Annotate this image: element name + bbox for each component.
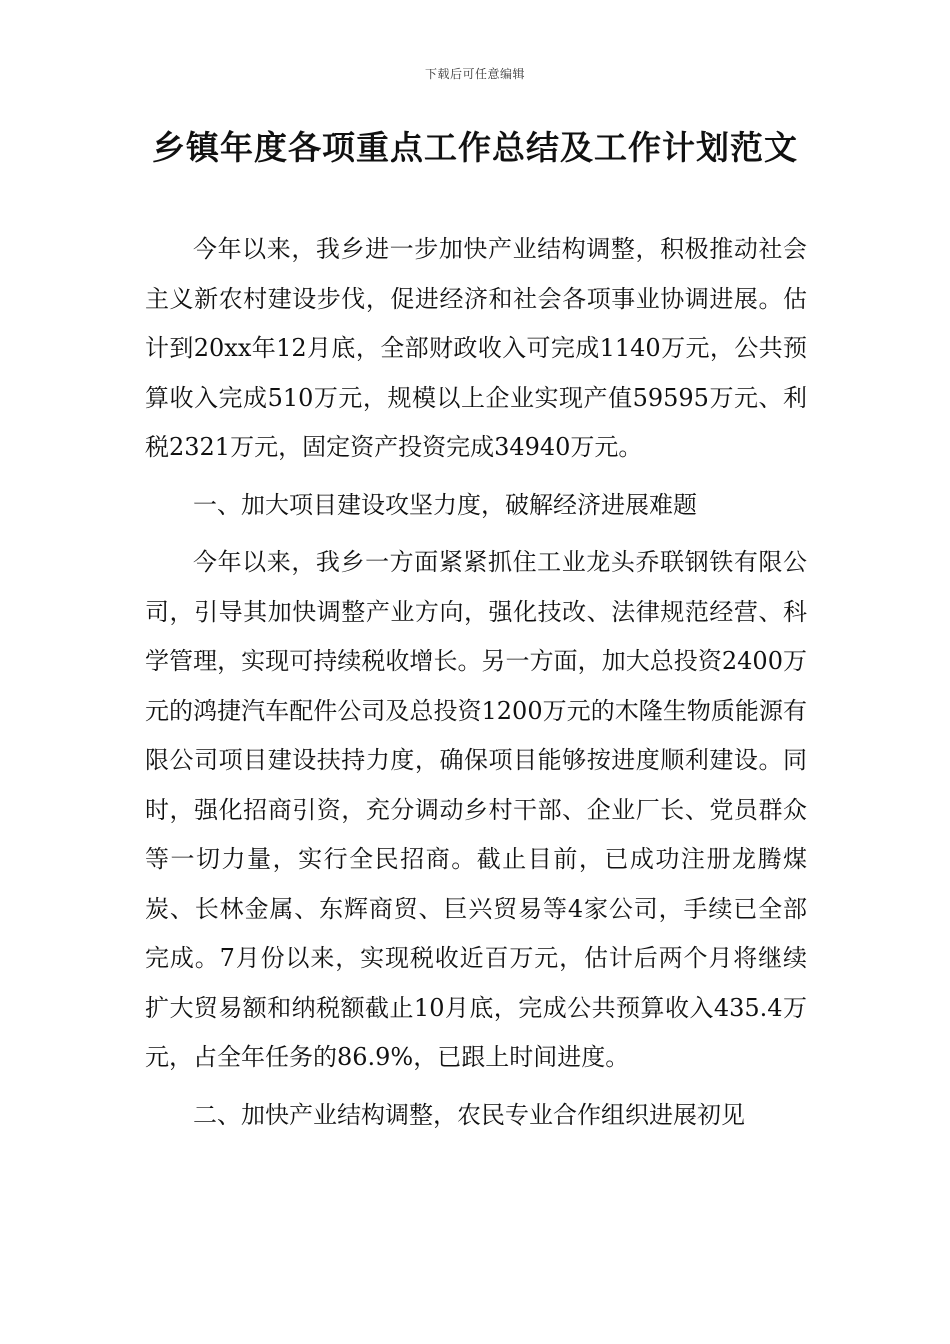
section-heading-1: 一、加大项目建设攻坚力度，破解经济进展难题 [193, 490, 697, 519]
section-heading-2: 二、加快产业结构调整，农民专业合作组织进展初见 [193, 1100, 745, 1129]
page-header-note: 下载后可任意编辑 [424, 67, 525, 81]
document-body [145, 225, 807, 1140]
section-1-paragraph: 今年以来，我乡一方面紧紧抓住工业龙头乔联钢铁有限公司，引导其加快调整产业方向，强化技改、法律规范经营、科学管理，实现可持续税收增长。另一方面，加大总投资2400万元的鸿捷汽车配件公司及总投资1200万元的木隆生物质能源有限公司项目建设扶持力度，确保项目能够按进度顺利建设。同时，强化招商引资，充分调动乡村干部、企业厂长、党员群众等一切力量，实行全民招商。截止目前，已成功注册龙腾煤炭、长林金属、东辉商贸、巨兴贸易等4家公司，手续已全部完成。7月份以来，实现税收近百万元，估计后两个月将继续扩大贸易额和纳税额截止10月底，完成公共预算收入435.4万元，占全年任务的86.9%，已跟上时间进度。 [145, 548, 807, 1071]
intro-paragraph: 今年以来，我乡进一步加快产业结构调整，积极推动社会主义新农村建设步伐，促进经济和社会各项事业协调进展。估计到20xx年12月底，全部财政收入可完成1140万元，公共预算收入完成510万元，规模以上企业实现产值59595万元、利税2321万元，固定资产投资完成34940万元。 [145, 235, 807, 461]
document-title: 乡镇年度各项重点工作总结及工作计划范文 [152, 128, 798, 167]
